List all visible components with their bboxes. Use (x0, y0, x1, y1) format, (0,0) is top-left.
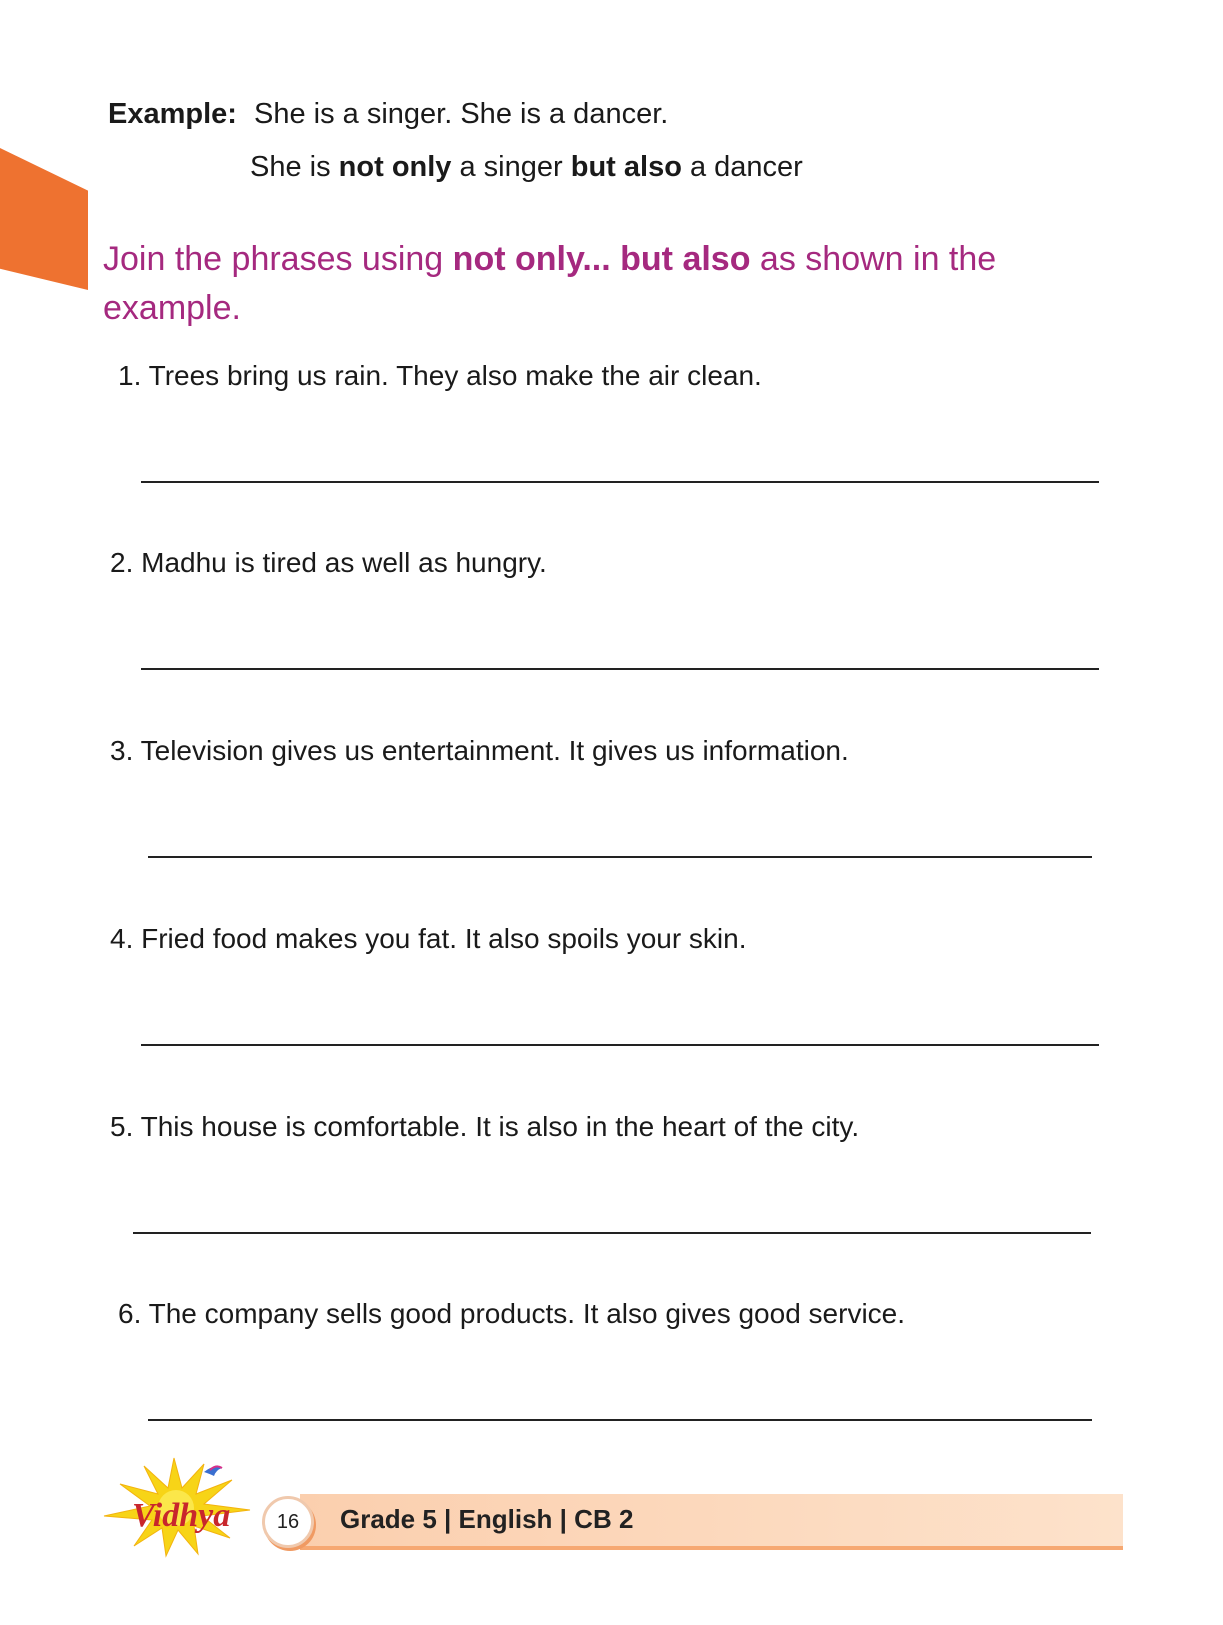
example-joined-sentence: She is not only a singer but also a dancer (250, 151, 803, 183)
question-6: 6. The company sells good products. It also gives good service. (118, 1298, 906, 1329)
page-number-badge (262, 1496, 314, 1548)
question-5: 5. This house is comfortable. It is also in the heart of the city. (110, 1111, 860, 1142)
orange-corner-tab (0, 148, 88, 290)
answer-line-2[interactable] (141, 668, 1099, 670)
question-1: 1. Trees bring us rain. They also make the air clean. (118, 360, 762, 391)
example-sentence: She is a singer. She is a dancer. (254, 98, 669, 130)
example-label: Example: (108, 98, 237, 130)
vidhya-logo (92, 1450, 257, 1560)
svg-text:Vidhya: Vidhya (132, 1497, 231, 1534)
instruction-heading: Join the phrases using not only... but also as shown in the example. (103, 240, 997, 327)
answer-line-1[interactable] (141, 481, 1099, 483)
answer-line-3[interactable] (148, 856, 1092, 858)
question-3: 3. Television gives us entertainment. It gives us information. (110, 735, 849, 766)
answer-line-5[interactable] (133, 1232, 1091, 1234)
question-4: 4. Fried food makes you fat. It also spoils your skin. (110, 923, 747, 954)
footer-course-info: Grade 5 | English | CB 2 (340, 1504, 634, 1534)
page-number: 16 (276, 1510, 300, 1533)
question-2: 2. Madhu is tired as well as hungry. (110, 547, 547, 578)
answer-line-4[interactable] (141, 1044, 1099, 1046)
answer-line-6[interactable] (148, 1419, 1092, 1421)
